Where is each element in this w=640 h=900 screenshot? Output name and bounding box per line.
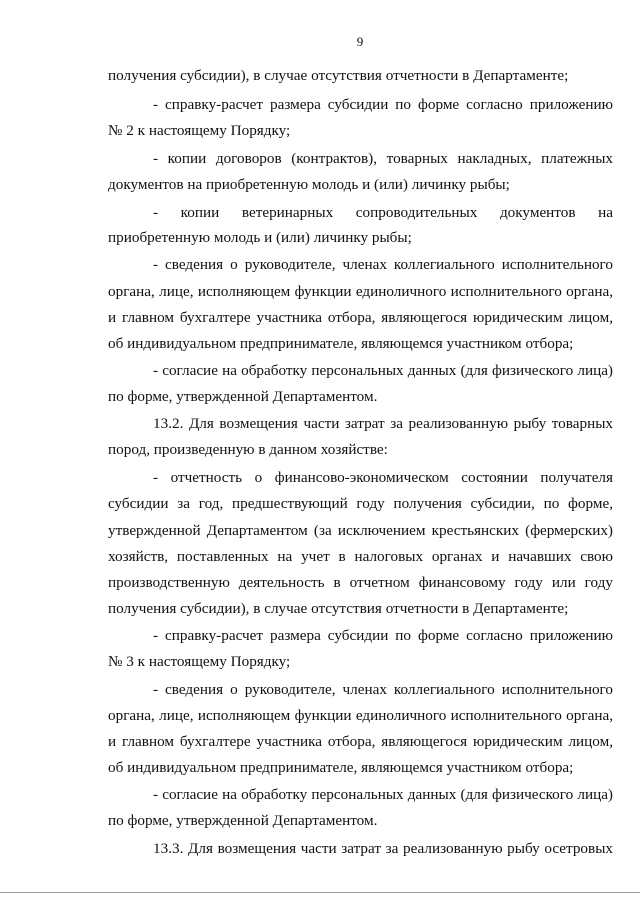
text-line: 13.2. Для возмещения части затрат за реализованную рыбу товарных xyxy=(153,415,613,432)
text-line: документов на приобретенную молодь и (или) личинку рыбы; xyxy=(108,176,510,193)
text-line: по форме, утвержденной Департаментом. xyxy=(108,388,378,405)
text-line: - сведения о руководителе, членах коллегиального исполнительного xyxy=(153,256,613,273)
text-line: получения субсидии), в случае отсутствия отчетности в Департаменте; xyxy=(108,600,569,617)
scan-edge-divider xyxy=(0,892,640,893)
page-number: 9 xyxy=(356,34,364,49)
text-line: - справку-расчет размера субсидии по форме согласно приложению xyxy=(153,627,613,644)
text-line: - согласие на обработку персональных данных (для физического лица) xyxy=(153,786,613,803)
text-line: по форме, утвержденной Департаментом. xyxy=(108,812,378,829)
text-line: и главном бухгалтере участника отбора, являющегося юридическим лицом, xyxy=(108,309,613,326)
text-line: хозяйств, поставленных на учет в налоговых органах и начавших свою xyxy=(108,548,613,565)
text-line: 13.3. Для возмещения части затрат за реализованную рыбу осетровых xyxy=(153,840,613,857)
text-line: органа, лице, исполняющем функции единоличного исполнительного органа, xyxy=(108,707,613,724)
text-line: - сведения о руководителе, членах коллегиального исполнительного xyxy=(153,681,613,698)
text-line: - справку-расчет размера субсидии по форме согласно приложению xyxy=(153,96,613,113)
text-line: - копии ветеринарных сопроводительных документов на xyxy=(153,204,613,221)
text-line: № 3 к настоящему Порядку; xyxy=(108,653,291,670)
text-line: производственную деятельность в отчетном финансовому году или году xyxy=(108,574,613,591)
text-line: приобретенную молодь и (или) личинку рыбы; xyxy=(108,229,412,246)
text-line: № 2 к настоящему Порядку; xyxy=(108,122,291,139)
text-line: органа, лице, исполняющем функции единоличного исполнительного органа, xyxy=(108,283,613,300)
text-line: утвержденной Департаментом (за исключением крестьянских (фермерских) xyxy=(108,522,613,539)
text-line: и главном бухгалтере участника отбора, являющегося юридическим лицом, xyxy=(108,733,613,750)
text-line: пород, произведенную в данном хозяйстве: xyxy=(108,441,388,458)
text-line: - отчетность о финансово-экономическом состоянии получателя xyxy=(153,469,613,486)
text-line: - согласие на обработку персональных данных (для физического лица) xyxy=(153,362,613,379)
text-line: об индивидуальном предпринимателе, являющемся участником отбора; xyxy=(108,335,574,352)
text-line: получения субсидии), в случае отсутствия отчетности в Департаменте; xyxy=(108,67,569,84)
text-line: об индивидуальном предпринимателе, являющемся участником отбора; xyxy=(108,759,574,776)
text-line: - копии договоров (контрактов), товарных накладных, платежных xyxy=(153,150,613,167)
text-line: субсидии за год, предшествующий году получения субсидии, по форме, xyxy=(108,495,613,512)
